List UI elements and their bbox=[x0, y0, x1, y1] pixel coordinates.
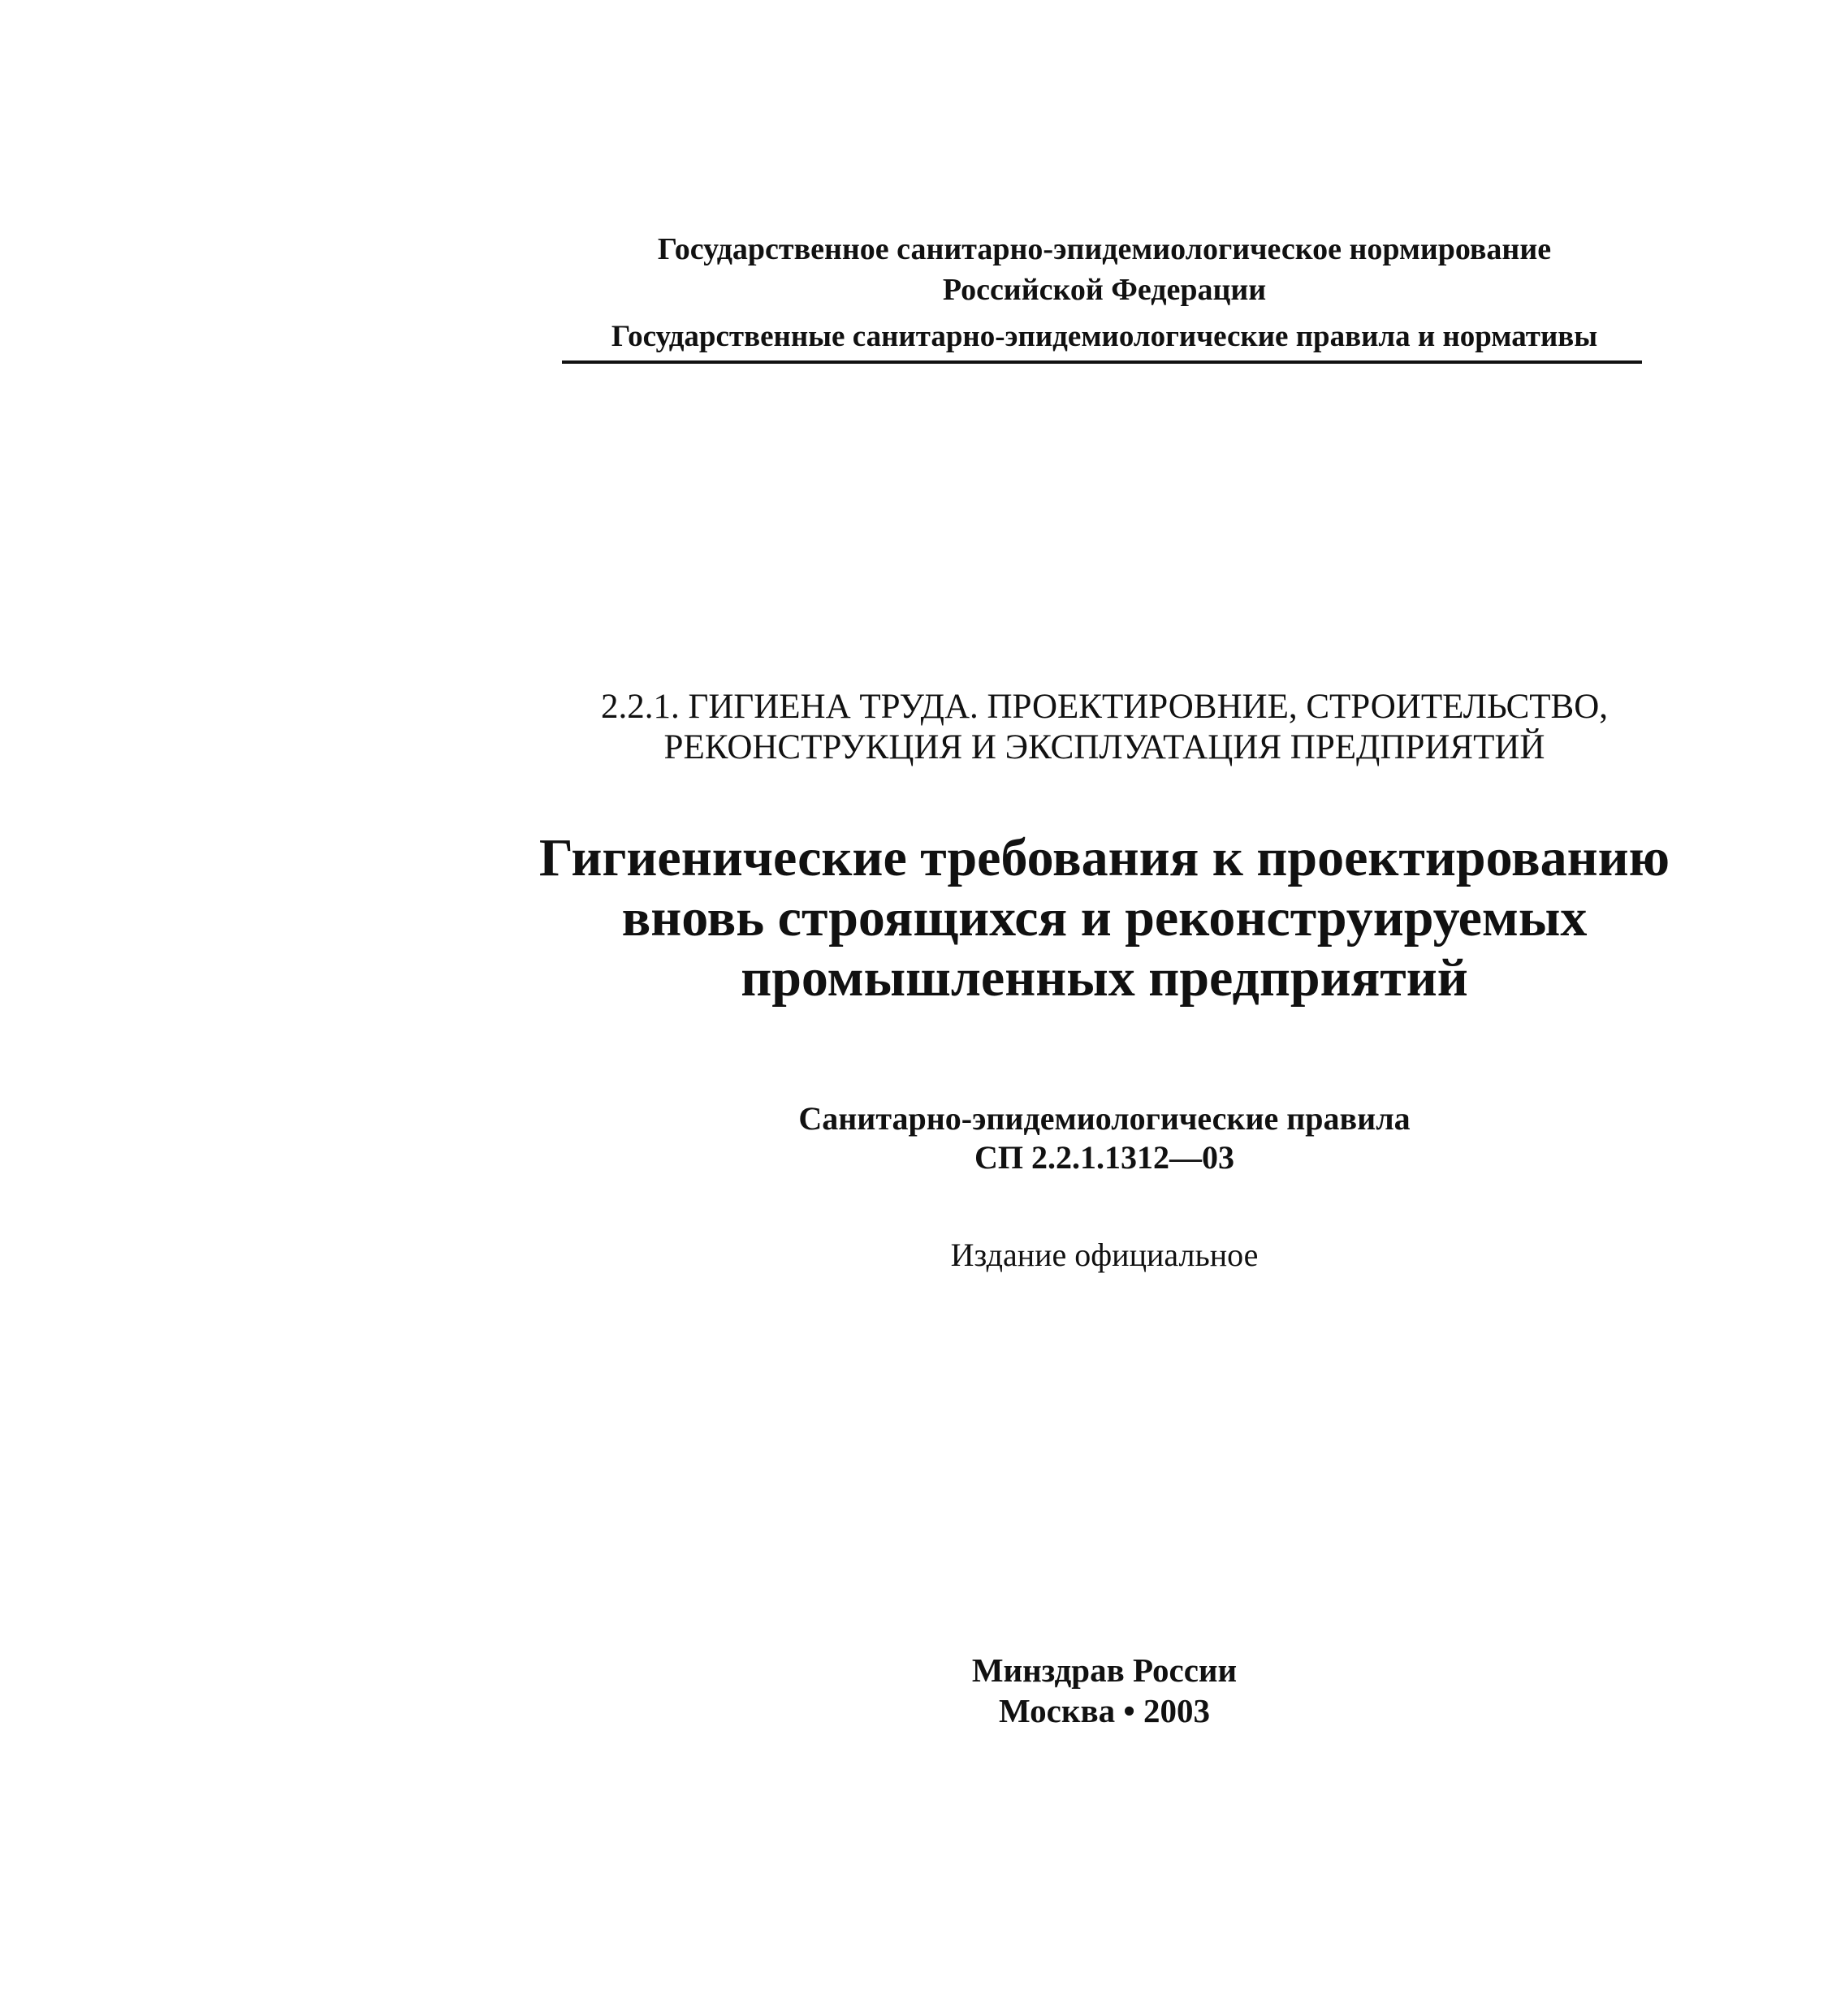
header-line-1: Государственное санитарно-эпидемиологическое нормирование bbox=[657, 232, 1552, 266]
doc-number: СП 2.2.1.1312—03 bbox=[974, 1139, 1234, 1176]
publisher-name: Минздрав России bbox=[971, 1651, 1238, 1689]
document-type bbox=[568, 1099, 1640, 1177]
document-title bbox=[536, 828, 1673, 1008]
edition-note: Издание официальное bbox=[950, 1237, 1259, 1273]
section-line-1: 2.2.1. ГИГИЕНА ТРУДА. ПРОЕКТИРОВНИЕ, СТРОИТЕЛЬСТВО, bbox=[600, 688, 1609, 726]
title-line-1: Гигиенические требования к проектированию bbox=[538, 828, 1670, 887]
title-line-3: промышленных предприятий bbox=[741, 948, 1468, 1008]
section-line-2: РЕКОНСТРУКЦИЯ И ЭКСПЛУАТАЦИЯ ПРЕДПРИЯТИЙ bbox=[663, 728, 1545, 766]
series-title: Государственные санитарно-эпидемиологические правила и нормативы bbox=[611, 320, 1598, 353]
section-heading bbox=[568, 687, 1640, 768]
publisher-place-year: Москва • 2003 bbox=[999, 1692, 1210, 1729]
publisher-block bbox=[568, 1650, 1640, 1731]
header-line-2: Российской Федерации bbox=[942, 273, 1267, 307]
title-line-2: вновь строящихся и реконструируемых bbox=[621, 888, 1588, 948]
doc-type-label: Санитарно-эпидемиологические правила bbox=[798, 1100, 1411, 1137]
header-authority bbox=[568, 229, 1640, 310]
header-divider bbox=[562, 360, 1642, 364]
